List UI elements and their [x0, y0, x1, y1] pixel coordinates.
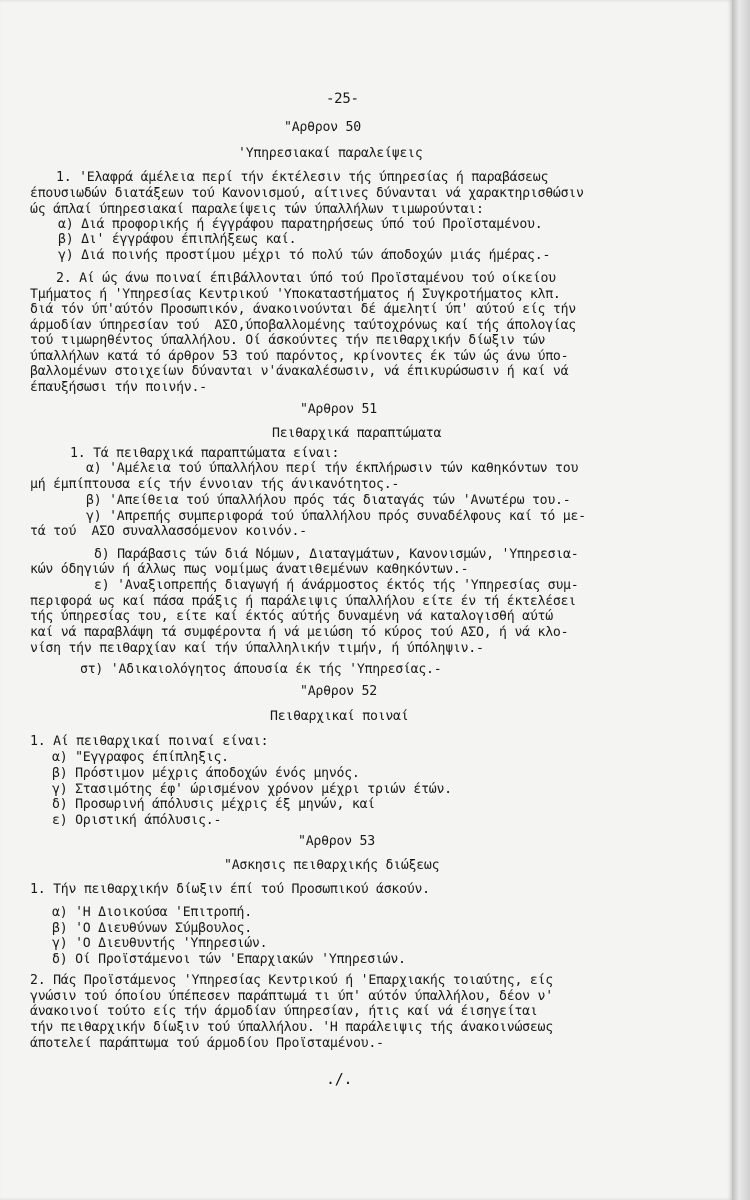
article-53-heading: "Αρθρον 53: [298, 834, 375, 849]
list-item: α) "Εγγραφος έπίπληξις.: [52, 750, 229, 765]
text-line: τής ύπηρεσίας του, είτε καί έκτός αύτής δυναμένη νά καταλογισθή αύτώ: [30, 609, 553, 624]
text-line: Τμήματος ή 'Υπηρεσίας Κεντρικού 'Υποκαταστήματος ή Συγκροτήματος κλπ.: [30, 287, 561, 302]
list-item: α) 'Η Διοικούσα 'Επιτροπή.: [52, 905, 252, 920]
text-line: 1. Αί πειθαρχικαί ποιναί είναι:: [30, 734, 269, 749]
text-line: μή έμπίπτουσα είς τήν έννοιαν τής άνικανότητος.-: [30, 477, 400, 492]
list-item: β) 'Απείθεια τού ύπαλλήλου πρός τάς διαταγάς τών 'Ανωτέρω του.-: [86, 493, 571, 508]
list-item: στ) 'Αδικαιολόγητος άπουσία έκ τής 'Υπηρεσίας.-: [80, 662, 442, 677]
list-item: ε) Οριστική άπόλυσις.-: [52, 813, 222, 828]
article-50-title: 'Υπηρεσιακαί παραλείψεις: [238, 146, 423, 161]
article-53-title: "Ασκησις πειθαρχικής διώξεως: [224, 858, 440, 873]
text-line: άνακοινοί τούτο είς τήν άρμοδίαν ύπηρεσίαν, ήτις καί νά έισηγείται: [30, 1004, 538, 1019]
text-line: 1. 'Ελαφρά άμέλεια περί τήν έκτέλεσιν τής ύπηρεσίας ή παραβάσεως: [56, 170, 549, 185]
text-line: γνώσιν τού όποίου ύπέπεσεν παράπτωμά τι ύπ' αύτόν ύπαλλήλου, δέον ν': [30, 989, 553, 1004]
list-item: α) 'Αμέλεια τού ύπαλλήλου περί τήν έκπλήρωσιν τών καθηκόντων του: [86, 461, 579, 476]
list-item: β) Δι' έγγράφου έπιπλήξεως καί.: [58, 232, 297, 247]
text-line: άρμοδίαν ύπηρεσίαν τού ΑΣΟ,ύποβαλλομένης ταύτοχρόνως καί τής άπολογίας: [30, 318, 576, 333]
text-line: 1. Τά πειθαρχικά παραπτώματα είναι:: [70, 446, 340, 461]
list-item: ε) 'Αναξιοπρεπής διαγωγή ή άνάρμοστος έκτός τής 'Υπηρεσίας συμ-: [94, 578, 579, 593]
article-52-heading: "Αρθρον 52: [300, 684, 377, 699]
text-line: νίση τήν πειθαρχίαν καί τήν ύπαλληλικήν τιμήν, ή ύπόληψιν.-: [30, 641, 484, 656]
text-line: διά τόν ύπ'αύτόν Προσωπικόν, άνακοινούνται δέ άμελητί ύπ' αύτού είς τήν: [30, 302, 576, 317]
page-footer-mark: ./.: [326, 1070, 353, 1088]
page-number: -25-: [326, 91, 359, 107]
text-line: κών όδηγιών ή άλλως πως νομίμως άνατιθεμένων καθηκόντων.-: [30, 562, 469, 577]
text-line: ύπαλλήλων κατά τό άρθρον 53 τού παρόντος, κρίνοντες έκ τών ώς άνω ύπο-: [30, 349, 569, 364]
list-item: α) Διά προφορικής ή έγγράφου παρατηρήσεως ύπό τού Προϊσταμένου.: [58, 217, 543, 232]
text-line: καί νά παραβλάψη τά συμφέροντα ή νά μειώση τό κύρος τού ΑΣΟ, ή νά κλο-: [30, 625, 569, 640]
list-item: γ) Διά ποινής προστίμου μέχρι τό πολύ τών άποδοχών μιάς ήμέρας.-: [58, 248, 551, 263]
text-line: ώς άπλαί ύπηρεσιακαί παραλείψεις τών ύπαλλήλων τιμωρούνται:: [30, 202, 484, 217]
list-item: γ) Στασιμότης έφ' ώρισμένον χρόνον μέχρι τριών έτών.: [52, 782, 452, 797]
text-line: 2. Αί ώς άνω ποιναί έπιβάλλονται ύπό τού Προϊσταμένου τού οίκείου: [56, 271, 556, 286]
text-line: τά τού ΑΣΟ συναλλασσόμενον κοινόν.-: [30, 524, 307, 539]
text-line: έπαυξήσωσι τήν ποινήν.-: [30, 380, 207, 395]
list-item: δ) Οί Προϊστάμενοι τών 'Επαρχιακών 'Υπηρεσιών.: [52, 952, 406, 967]
list-item: δ) Παράβασις τών διά Νόμων, Διαταγμάτων, Κανονισμών, 'Υπηρεσια-: [94, 547, 579, 562]
article-52-title: Πειθαρχικαί ποιναί: [270, 709, 409, 724]
article-51-heading: "Αρθρον 51: [300, 402, 377, 417]
text-line: 1. Τήν πειθαρχικήν δίωξιν έπί τού Προσωπικού άσκούν.: [30, 882, 430, 897]
page-edge: [732, 0, 750, 1200]
list-item: γ) 'Ο Διευθυντής 'Υπηρεσιών.: [52, 936, 268, 951]
text-line: περιφορά ως καί πάσα πράξις ή παράλειψις ύπαλλήλου είτε έν τή έκτελέσει: [30, 594, 576, 609]
list-item: γ) 'Απρεπής συμπεριφορά τού ύπαλλήλου πρός συναδέλφους καί τό με-: [86, 509, 586, 524]
text-line: άποτελεί παράπτωμα τού άρμοδίου Προϊσταμένου.-: [30, 1036, 384, 1051]
text-line: έπουσιωδών διατάξεων τού Κανονισμού, αίτινες δύνανται νά χαρακτηρισθώσιν: [30, 186, 584, 201]
text-line: τού τιμωρηθέντος ύπαλλήλου. Οί άσκούντες τήν πειθαρχικήν δίωξιν τών: [30, 333, 546, 348]
article-50-heading: "Αρθρον 50: [284, 120, 361, 135]
list-item: δ) Προσωρινή άπόλυσις μέχρις έξ μηνών, καί: [52, 797, 375, 812]
text-line: τήν πειθαρχικήν δίωξιν τού ύπαλλήλου. 'Η παράλειψις τής άνακοινώσεως: [30, 1020, 553, 1035]
text-line: 2. Πάς Προϊστάμενος 'Υπηρεσίας Κεντρικού ή 'Επαρχιακής τοιαύτης, είς: [30, 973, 553, 988]
list-item: β) 'Ο Διευθύνων Σύμβουλος.: [52, 921, 252, 936]
article-51-title: Πειθαρχικά παραπτώματα: [272, 426, 442, 441]
list-item: β) Πρόστιμον μέχρις άποδοχών ένός μηνός.: [52, 766, 360, 781]
text-line: βαλλομένων στοιχείων δύνανται ν'άνακαλέσωσιν, νά έπικυρώσωσιν ή καί νά: [30, 364, 569, 379]
